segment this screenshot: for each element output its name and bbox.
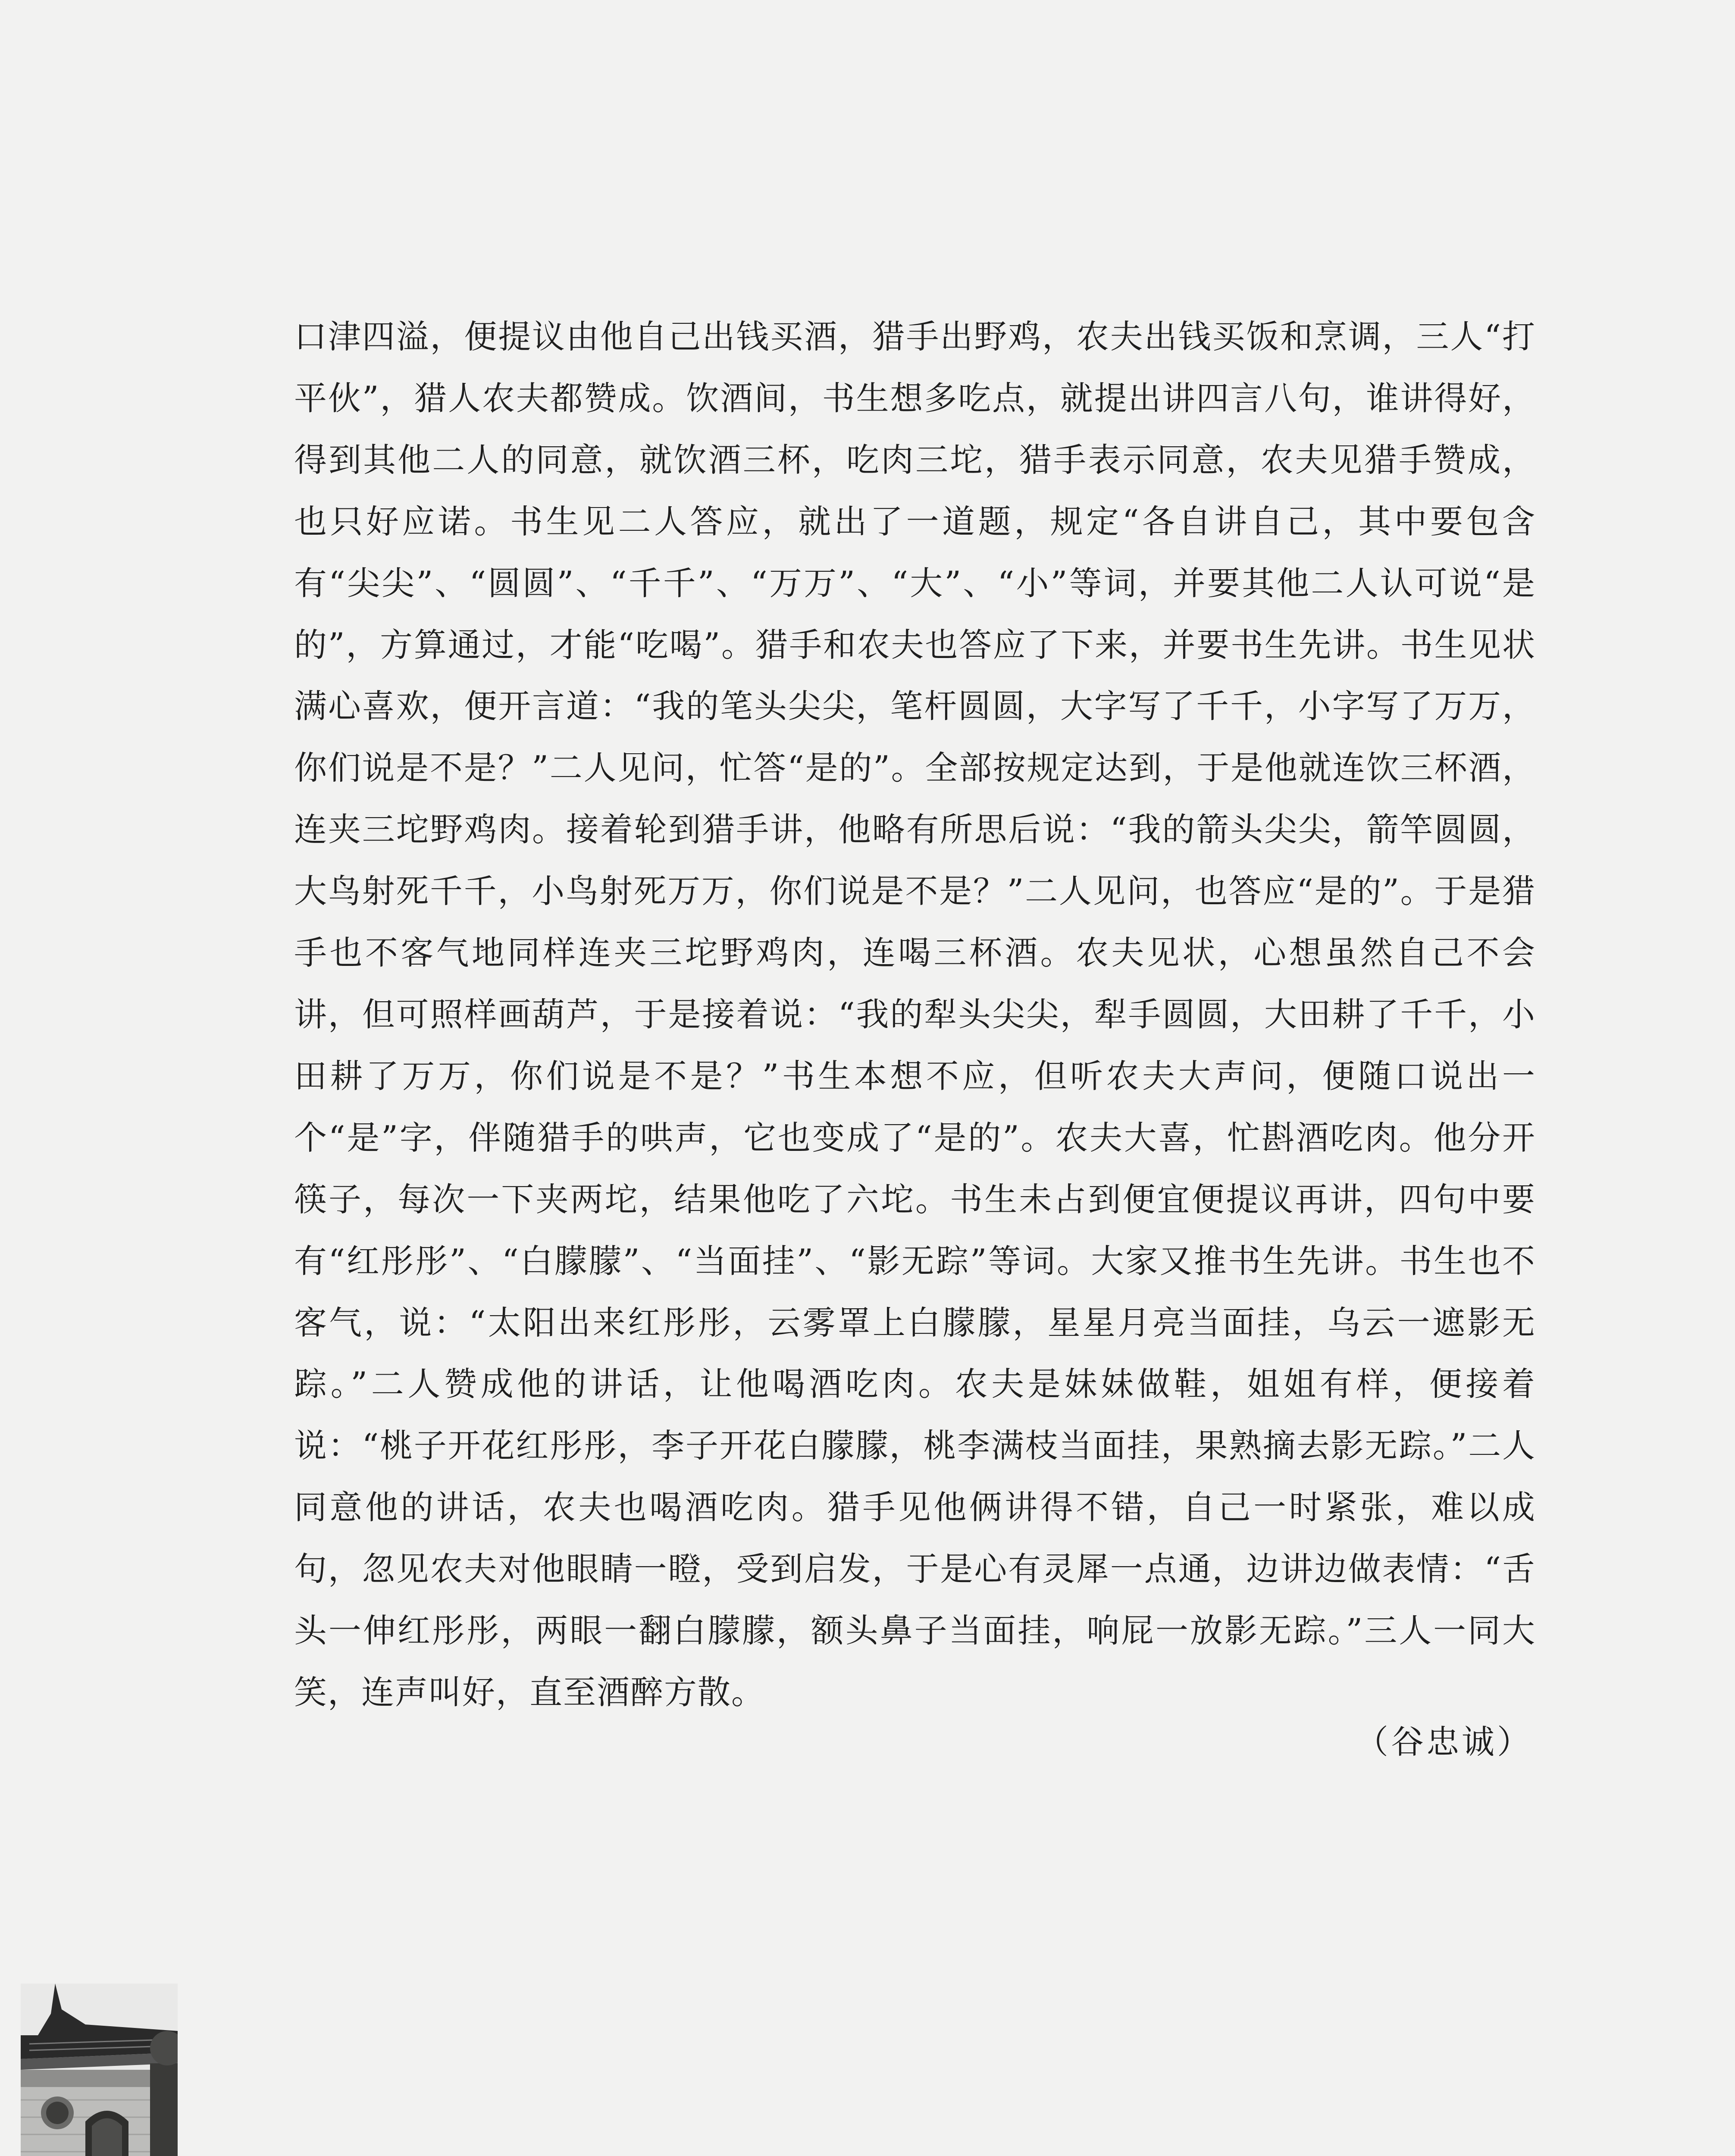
article-body xyxy=(294,306,1536,1724)
author-credit: （谷忠诚） xyxy=(1356,1723,1532,1761)
temple-photo-thumbnail xyxy=(21,1984,178,2156)
body-paragraph: 口津四溢，便提议由他自己出钱买酒，猎手出野鸡，农夫出钱买饭和烹调，三人“打平伙”，猎人农夫都赞成。饮酒间，书生想多吃点，就提出讲四言八句，谁讲得好，得到其他二人的同意，就饮酒三杯，吃肉三坨，猎手表示同意，农夫见猎手赞成，也只好应诺。书生见二人答应，就出了一道题，规定“各自讲自己，其中要包含有“尖尖”、“圆圆”、“千千”、“万万”、“大”、“小”等词，并要其他二人认可说“是的”，方算通过，才能“吃喝”。猎手和农夫也答应了下来，并要书生先讲。书生见状满心喜欢，便开言道：“我的笔头尖尖，笔杆圆圆，大字写了千千，小字写了万万，你们说是不是？”二人见问，忙答“是的”。全部按规定达到，于是他就连饮三杯酒，连夹三坨野鸡肉。接着轮到猎手讲，他略有所思后说：“我的箭头尖尖，箭竿圆圆，大鸟射死千千，小鸟射死万万，你们说是不是？”二人见问，也答应“是的”。于是猎手也不客气地同样连夹三坨野鸡肉，连喝三杯酒。农夫见状，心想虽然自己不会讲，但可照样画葫芦，于是接着说：“我的犁头尖尖，犁手圆圆，大田耕了千千，小田耕了万万，你们说是不是？”书生本想不应，但听农夫大声问，便随口说出一个“是”字，伴随猎手的哄声，它也变成了“是的”。农夫大喜，忙斟酒吃肉。他分开筷子，每次一下夹两坨，结果他吃了六坨。书生未占到便宜便提议再讲，四句中要有“红彤彤”、“白朦朦”、“当面挂”、“影无踪”等词。大家又推书生先讲。书生也不客气，说：“太阳出来红彤彤，云雾罩上白朦朦，星星月亮当面挂，乌云一遮影无踪。”二人赞成他的讲话，让他喝酒吃肉。农夫是妹妹做鞋，姐姐有样，便接着说：“桃子开花红彤彤，李子开花白朦朦，桃李满枝当面挂，果熟摘去影无踪。”二人同意他的讲话，农夫也喝酒吃肉。猎手见他俩讲得不错，自己一时紧张，难以成句，忽见农夫对他眼睛一瞪，受到启发，于是心有灵犀一点通，边讲边做表情：“舌头一伸红彤彤，两眼一翻白朦朦，额头鼻子当面挂，响屁一放影无踪。”三人一同大笑，连声叫好，直至酒醉方散。 xyxy=(294,317,1536,1711)
temple-illustration xyxy=(21,1984,178,2156)
